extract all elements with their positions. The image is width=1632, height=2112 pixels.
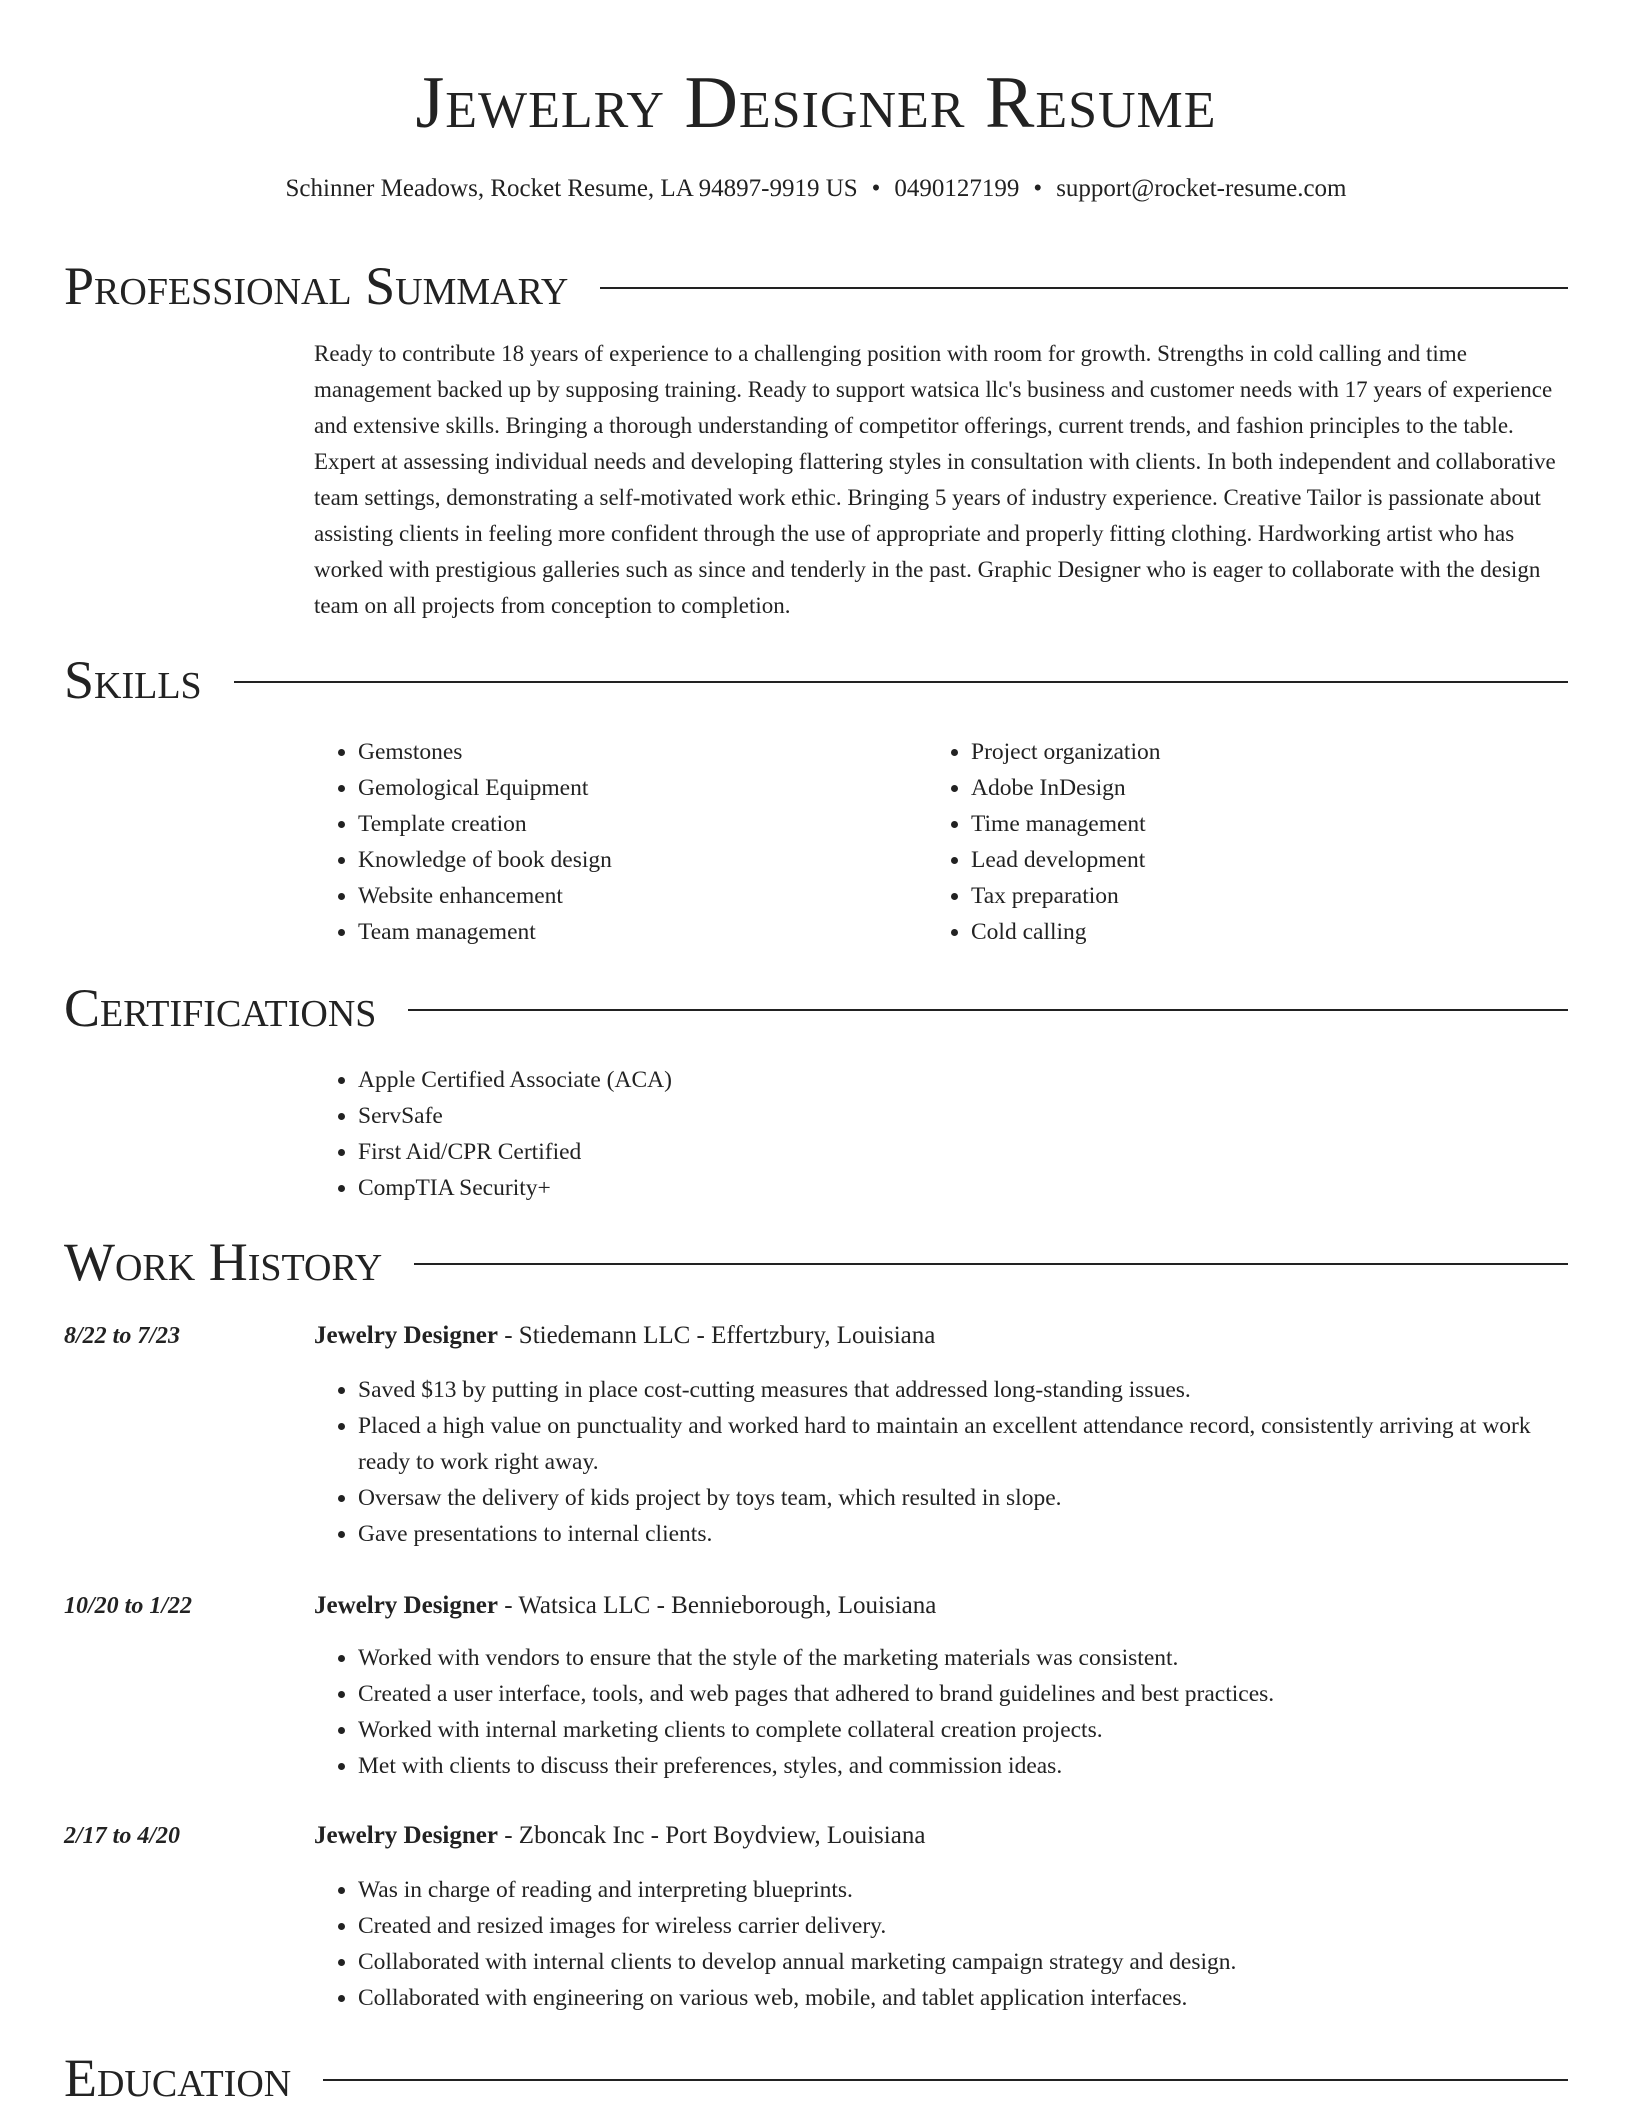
work-history-section-header (64, 1230, 1568, 1294)
skills-left-column (314, 734, 914, 950)
certifications-heading: Certifications (64, 978, 377, 1038)
education-section-header (64, 2046, 1568, 2110)
job-duty: • Was in charge of reading and interpreting blueprints. (358, 1872, 1570, 1908)
certifications-section-header (64, 976, 1568, 1040)
contact-email: support@rocket-resume.com (1056, 175, 1347, 202)
job-duty: • Worked with internal marketing clients to complete collateral creation projects. (358, 1712, 1570, 1748)
job-title-line (314, 1318, 935, 1354)
job-duty: • Created and resized images for wireless carrier delivery. (358, 1908, 1570, 1944)
skills-heading: Skills (64, 650, 202, 710)
job-role: Jewelry Designer (314, 1592, 498, 1619)
job-duties (314, 1872, 1570, 2016)
skill-item: • Adobe InDesign (971, 770, 1567, 806)
job-title-line (314, 1588, 936, 1624)
skill-item: • Template creation (358, 806, 914, 842)
job-company-location: - Stiedemann LLC - Effertzbury, Louisiana (497, 1322, 936, 1349)
skill-item: • Website enhancement (358, 878, 914, 914)
section-divider (408, 1009, 1568, 1011)
certifications-list (314, 1062, 1570, 1206)
skill-item: • Gemstones (358, 734, 914, 770)
work-history-heading: Work History (64, 1232, 383, 1292)
job-company-location: - Watsica LLC - Bennieborough, Louisiana (497, 1592, 937, 1619)
skills-section-header (64, 648, 1568, 712)
skill-item: • Gemological Equipment (358, 770, 914, 806)
job-duty: • Created a user interface, tools, and web pages that adhered to brand guidelines and best practices. (358, 1676, 1570, 1712)
job-duty: • Saved $13 by putting in place cost-cutting measures that addressed long-standing issues. (358, 1372, 1570, 1408)
contact-phone: 0490127199 (894, 175, 1020, 202)
skill-item: • Lead development (971, 842, 1567, 878)
skill-item: • Cold calling (971, 914, 1567, 950)
job-duties (314, 1640, 1570, 1784)
contact-separator: • (871, 175, 881, 202)
contact-line (0, 172, 1632, 206)
job-duty: • Worked with vendors to ensure that the style of the marketing materials was consistent. (358, 1640, 1570, 1676)
section-divider (323, 2079, 1568, 2081)
job-title-line (314, 1818, 925, 1854)
job-duty: • Collaborated with engineering on various web, mobile, and tablet application interfaces. (358, 1980, 1570, 2016)
job-role: Jewelry Designer (314, 1322, 498, 1349)
certification-item: • ServSafe (358, 1098, 1570, 1134)
job-duty: • Collaborated with internal clients to develop annual marketing campaign strategy and design. (358, 1944, 1570, 1980)
job-dates: 8/22 to 7/23 (64, 1323, 181, 1349)
summary-text: Ready to contribute 18 years of experience to a challenging position with room for growth. Strengths in cold calling and time management backed up by supposing training. Ready to support watsica llc's business and customer needs with 17 years of experience and extensive skills. Bringing a thorough understanding of competitor offerings, current trends, and fashion principles to the table. Expert at assessing individual needs and developing flattering styles in consultation with clients. In both independent and collaborative team settings, demonstrating a self-motivated work ethic. Bringing 5 years of industry experience. Creative Tailor is passionate about assisting clients in feeling more confident through the use of appropriate and properly fitting clothing. Hardworking artist who has worked with prestigious galleries such as since and tenderly in the past. Graphic Designer who is eager to collaborate with the design team on all projects from conception to completion. (314, 341, 1556, 618)
job-duty: • Met with clients to discuss their preferences, styles, and commission ideas. (358, 1748, 1570, 1784)
skill-item: • Time management (971, 806, 1567, 842)
skills-right-column (927, 734, 1567, 950)
job-dates: 10/20 to 1/22 (64, 1593, 193, 1619)
education-heading: Education (64, 2048, 292, 2108)
job-duty: • Gave presentations to internal clients. (358, 1516, 1570, 1552)
certification-item: • Apple Certified Associate (ACA) (358, 1062, 1570, 1098)
certification-item: • CompTIA Security+ (358, 1170, 1570, 1206)
section-divider (234, 681, 1568, 683)
section-divider (600, 287, 1568, 289)
skill-item: • Project organization (971, 734, 1567, 770)
summary-section-header (64, 254, 1568, 318)
job-company-location: - Zboncak Inc - Port Boydview, Louisiana (497, 1822, 926, 1849)
skill-item: • Team management (358, 914, 914, 950)
skill-item: • Knowledge of book design (358, 842, 914, 878)
certification-item: • First Aid/CPR Certified (358, 1134, 1570, 1170)
resume-title: Jewelry Designer Resume (415, 62, 1217, 144)
summary-heading: Professional Summary (64, 256, 569, 316)
job-duty: • Oversaw the delivery of kids project by toys team, which resulted in slope. (358, 1480, 1570, 1516)
contact-address: Schinner Meadows, Rocket Resume, LA 94897-9919 US (285, 175, 858, 202)
job-dates: 2/17 to 4/20 (64, 1823, 181, 1849)
job-duty: • Placed a high value on punctuality and worked hard to maintain an excellent attendance record, consistently arriving at work ready to work right away. (358, 1408, 1570, 1480)
skill-item: • Tax preparation (971, 878, 1567, 914)
job-duties (314, 1372, 1570, 1552)
section-divider (414, 1263, 1568, 1265)
job-role: Jewelry Designer (314, 1822, 498, 1849)
contact-separator: • (1033, 175, 1043, 202)
